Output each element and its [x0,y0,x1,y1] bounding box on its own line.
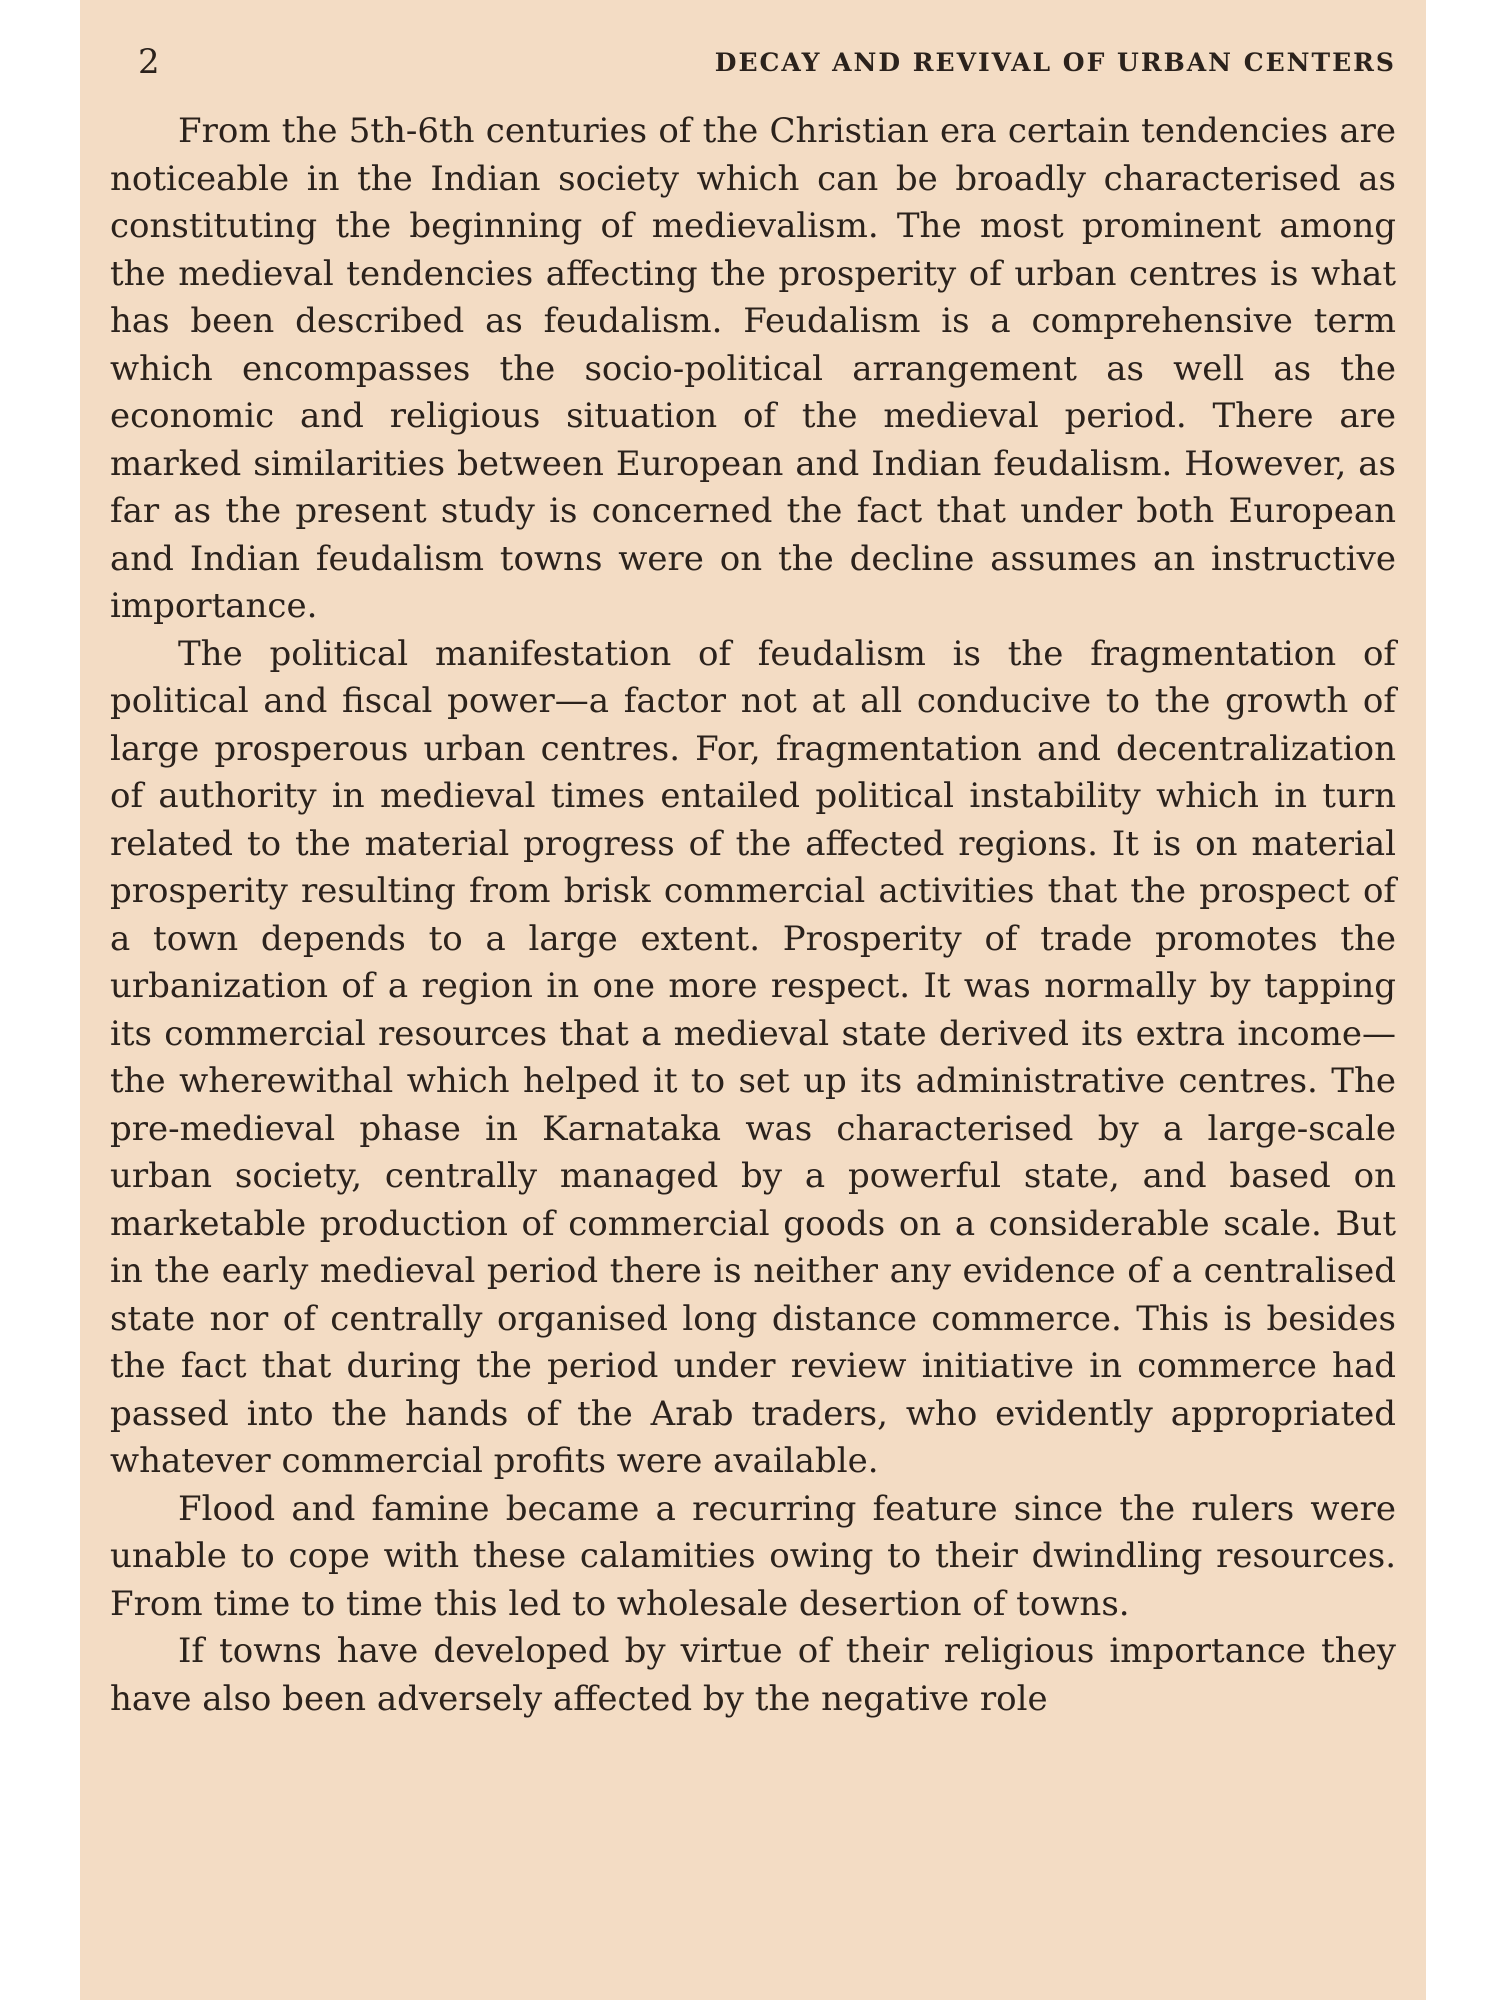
paragraph-2: The political manifestation of feudalism is the fragmentation of political and fiscal power—a factor not at all conducive to the growth of large prosperous urban centres. For, fragmentation and decentralization of authority in medieval times entailed political instability which in turn related to the material progress of the affected regions. It is on material prosperity resulting from brisk commercial activities that the prospect of a town depends to a large extent. Prosperity of trade promotes the urbanization of a region in one more respect. It was normally by tapping its commercial resources that a medieval state derived its extra income—the wherewithal which helped it to set up its administrative centres. The pre-medieval phase in Karnataka was characterised by a large-scale urban society, centrally managed by a powerful state, and based on marketable production of commercial goods on a considerable scale. But in the early medieval period there is neither any evidence of a centralised state nor of centrally organised long distance commerce. This is besides the fact that during the period under review initiative in commerce had passed into the hands of the Arab traders, who evidently appropriated whatever commercial profits were available. [110,633,1396,1481]
paragraph-1: From the 5th-6th centuries of the Christian era certain tendencies are noticeable in the Indian society which can be broadly characterised as constituting the beginning of medievalism. The most prominent among the medieval tendencies affecting the prosperity of urban centres is what has been described as feudalism. Feudalism is a comprehensive term which encompasses the socio-political arrangement as well as the economic and religious situation of the medieval period. There are marked similarities between European and Indian feudalism. However, as far as the present study is concerned the fact that under both European and Indian feudalism towns were on the decline assumes an instructive importance. [110,111,1396,626]
page-number: 2 [138,42,160,82]
page-header [110,38,1396,86]
body-text [110,108,1396,1723]
paragraph-3: Flood and famine became a recurring feature since the rulers were unable to cope with these calamities owing to their dwindling resources. From time to time this led to wholesale desertion of towns. [110,1488,1396,1624]
running-head: DECAY AND REVIVAL OF URBAN CENTERS [714,48,1396,77]
book-page [80,0,1426,2000]
paragraph-4: If towns have developed by virtue of their religious importance they have also been adversely affected by the negative role [110,1631,1396,1719]
